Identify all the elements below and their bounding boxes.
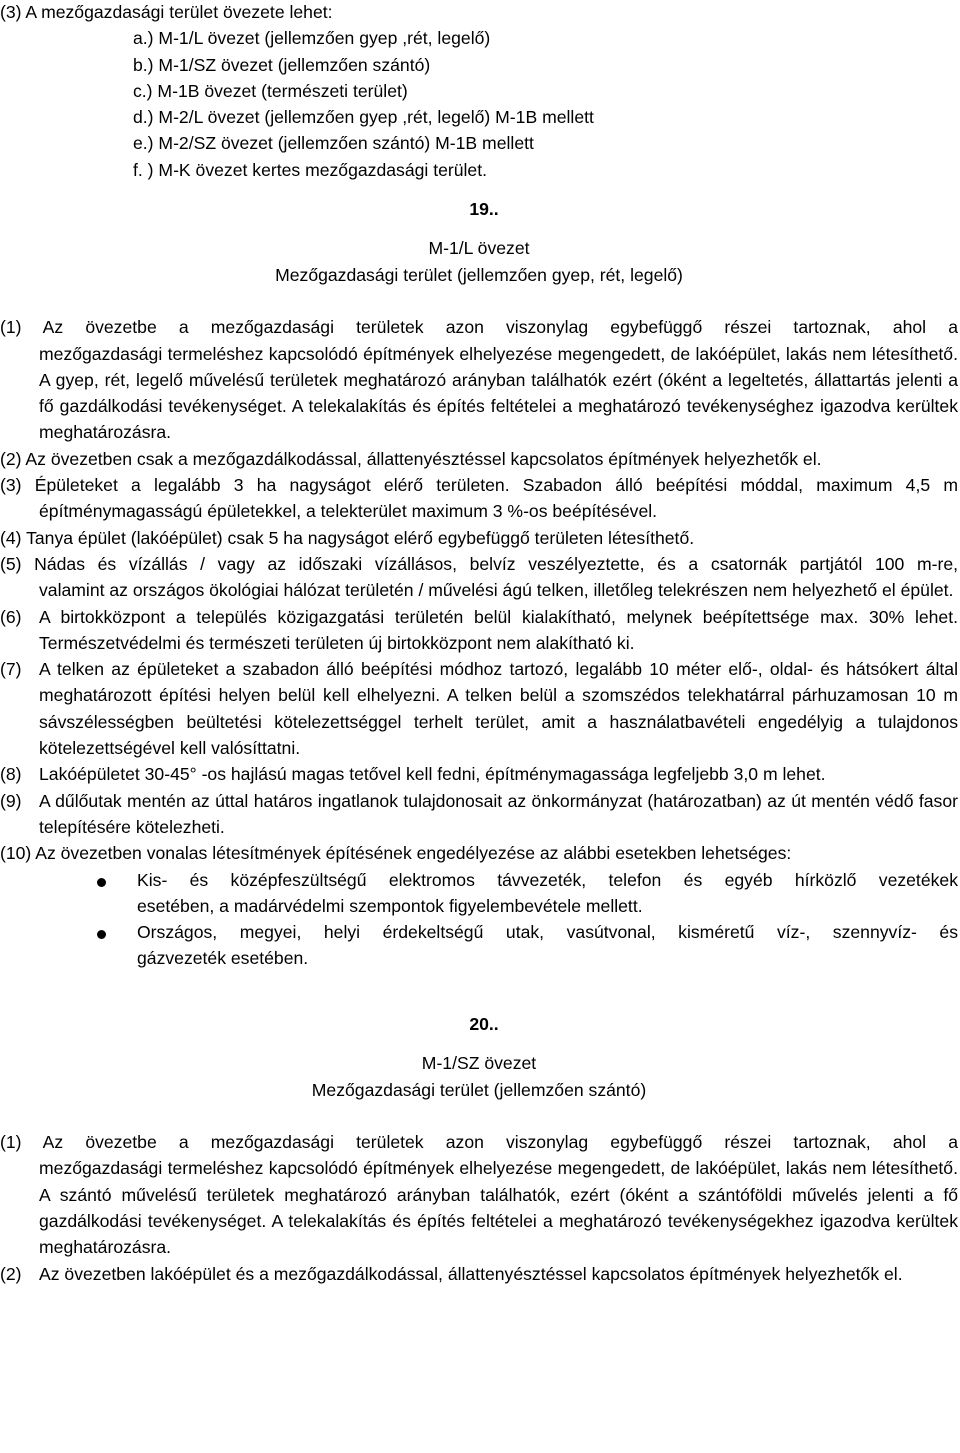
paragraph-5: (5) Nádas és vízállás / vagy az időszaki vízállásos, belvíz veszélyeztette, és a csatornák partjától 100 m-re, valamint az országos ökológiai hálózat területén / művelési ágú telken, illetőleg telekrészen nem helyezhető el épület. (0, 553, 958, 601)
section-20-zone-title: M-1/SZ övezet (421, 1053, 537, 1074)
paragraph-10: (10) Az övezetben vonalas létesítmények építésének engedélyezése az alábbi esetekben lehetséges: (0, 843, 792, 864)
section-number: 19. (469, 199, 494, 220)
paragraph-6: (6) A birtokközpont a település közigazgatási területén belül kialakítható, melynek beépítettsége max. 30% lehet. Természetvédelmi és természeti területen új birtokközpont nem alakítható ki. (0, 606, 958, 653)
section-19-number: 19.. (469, 199, 499, 220)
paragraph-9: (9) A dűlőutak mentén az úttal határos ingatlanok tulajdonosait az önkormányzat (határozatban) az út mentén védő fasor telepítésére kötelezheti. (0, 790, 958, 837)
zone-list (0, 25, 958, 183)
zone-list-item: b.) M-1/SZ övezet (jellemzően szántó) (133, 54, 431, 75)
bullet-item: Országos, megyei, helyi érdekeltségű utak, vasútvonal, kisméretű víz-, szennyvíz- és gázvezeték esetében. (0, 919, 958, 972)
s20-paragraph-2: (2) Az övezetben lakóépület és a mezőgazdálkodással, állattenyésztéssel kapcsolatos építmények helyezhetők el. (0, 1263, 903, 1284)
paragraph-1: (1) Az övezetbe a mezőgazdasági területek azon viszonylag egybefüggő részei tartoznak, ahol a mezőgazdasági termeléshez kapcsolódó építmények elhelyezése megengedett, de lakóépület, lakás nem létesíthető. A gyep, rét, legelő művelésű területek meghatározó arányban találhatók ezért (óként a legeltetés, állattartás jelenti a fő gazdálkodási tevékenységet. A telekalakítás és építés feltételei a meghatározó tevékenységhez igazodva kerültek meghatározásra. (0, 317, 958, 443)
section-19-zone-title: M-1/L övezet (428, 238, 530, 259)
intro-heading: (3) A mezőgazdasági terület övezete lehet: (0, 2, 333, 22)
s20-paragraph-1: (1) Az övezetbe a mezőgazdasági területek azon viszonylag egybefüggő részei tartoznak, ahol a mezőgazdasági termeléshez kapcsolódó építmények elhelyezése megengedett, de lakóépület, lakás nem létesíthető. A szántó művelésű területek meghatározó arányban találhatók, ezért (óként a szántóföldi művelés jelenti a fő gazdálkodási tevékenységet. A telekalakítás és építés feltételei a meghatározó tevékenységekhez igazodva kerültek meghatározásra. (0, 1132, 958, 1258)
bullet-dot-icon (97, 930, 106, 939)
section-20-subtitle: Mezőgazdasági terület (jellemzően szántó) (311, 1079, 647, 1100)
bullet-item: Kis- és középfeszültségű elektromos távvezeték, telefon és egyéb hírközlő vezetékek esetében, a madárvédelmi szempontok figyelembevétele mellett. (0, 867, 958, 920)
zone-list-item: c.) M-1B övezet (természeti terület) (133, 80, 408, 101)
section-19-subtitle: Mezőgazdasági terület (jellemzően gyep, rét, legelő) (275, 264, 683, 285)
paragraph-4: (4) Tanya épület (lakóépület) csak 5 ha nagyságot elérő egybefüggő területen létesíthető. (0, 527, 695, 548)
zone-list-item: a.) M-1/L övezet (jellemzően gyep ,rét, legelő) (133, 28, 491, 49)
paragraph-8: (8) Lakóépületet 30-45° -os hajlású magas tetővel kell fedni, építménymagassága legfeljebb 3,0 m lehet. (0, 764, 826, 785)
zone-list-item: e.) M-2/SZ övezet (jellemzően szántó) M-1B mellett (133, 133, 534, 154)
paragraph-7: (7) A telken az épületeket a szabadon álló beépítési módhoz tartozó, legalább 10 méter elő-, oldal- és hátsókert által meghatározott építési helyen belül kell elhelyezni. A telken belül a szomszédos telekhatárral párhuzamosan 10 m sávszélességben beültetési kötelezettséggel terhelt terület, amit a használatbavételi engedélyig a tulajdonos kötelezettségével kell valósíttatni. (0, 659, 958, 759)
zone-list-item: f. ) M-K övezet kertes mezőgazdasági terület. (133, 159, 487, 180)
bullet-dot-icon (97, 878, 106, 887)
section-20-number: 20.. (469, 1013, 499, 1034)
paragraph-3: (3) Épületeket a legalább 3 ha nagyságot elérő területen. Szabadon álló beépítési móddal, maximum 4,5 m építménymagasságú épületekkel, a telekterület maximum 3 %-os beépítésével. (0, 475, 958, 522)
zone-list-item: d.) M-2/L övezet (jellemzően gyep ,rét, legelő) M-1B mellett (133, 107, 594, 128)
section-number: 20. (469, 1013, 494, 1034)
paragraph-2: (2) Az övezetben csak a mezőgazdálkodással, állattenyésztéssel kapcsolatos építmények helyezhetők el. (0, 448, 822, 469)
